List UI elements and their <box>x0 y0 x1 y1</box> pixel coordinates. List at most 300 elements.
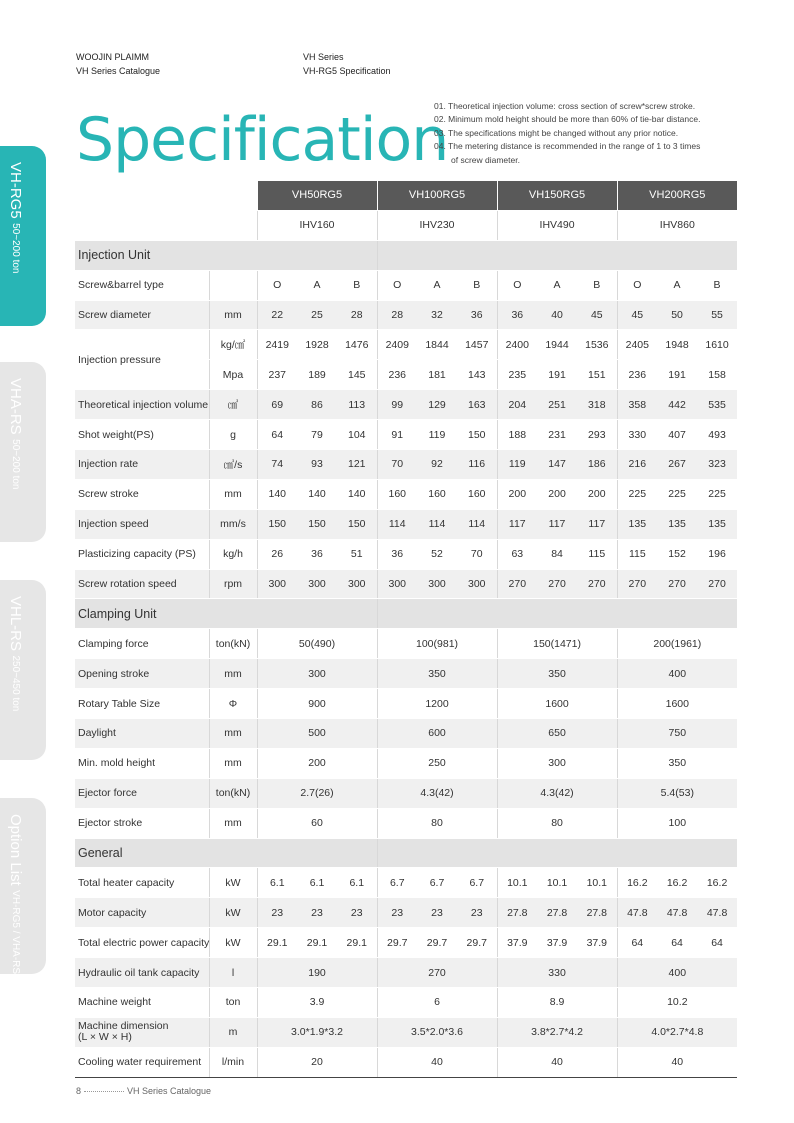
injection-unit-code: IHV160 <box>257 210 377 240</box>
row-value: 196 <box>697 539 737 569</box>
row-value: B <box>577 270 617 300</box>
row-value: 26 <box>257 539 297 569</box>
spec-row <box>75 569 737 599</box>
row-label-text: Min. mold height <box>78 757 156 770</box>
row-value: 5.4(53) <box>617 778 737 808</box>
row-label-text: Ejector stroke <box>78 817 143 830</box>
row-value: O <box>617 270 657 300</box>
row-unit: kW <box>209 868 257 898</box>
row-value: 23 <box>457 898 497 928</box>
row-value: 6.7 <box>417 868 457 898</box>
row-value: 3.5*2.0*3.6 <box>377 1017 497 1047</box>
row-label-text: Opening stroke <box>78 667 150 680</box>
row-value: 40 <box>537 300 577 330</box>
row-value: 74 <box>257 450 297 480</box>
row-value: 300 <box>257 569 297 599</box>
row-unit: rpm <box>209 569 257 599</box>
side-tab-vhl-rs[interactable] <box>0 580 46 760</box>
row-label: Screw stroke <box>75 479 209 509</box>
row-label: Screw diameter <box>75 300 209 330</box>
row-label: Total electric power capacity <box>75 928 209 958</box>
side-tab-sub: 50~200 ton <box>10 223 21 274</box>
injection-unit-code: IHV230 <box>377 210 497 240</box>
row-unit: mm/s <box>209 509 257 539</box>
row-value: 225 <box>617 479 657 509</box>
row-value: 200(1961) <box>617 629 737 659</box>
row-value: 28 <box>377 300 417 330</box>
row-value: 270 <box>537 569 577 599</box>
row-value: 64 <box>617 928 657 958</box>
row-label: Screw rotation speed <box>75 569 209 599</box>
row-value: 3.0*1.9*3.2 <box>257 1017 377 1047</box>
row-value: 323 <box>697 450 737 480</box>
row-value: 114 <box>457 509 497 539</box>
row-value: 6 <box>377 988 497 1018</box>
row-value: 115 <box>577 539 617 569</box>
spec-row <box>75 928 737 958</box>
row-value: 4.3(42) <box>377 778 497 808</box>
header-blank <box>75 181 257 210</box>
row-value: 93 <box>297 450 337 480</box>
row-value: 6.7 <box>457 868 497 898</box>
row-value: 116 <box>457 450 497 480</box>
spec-row <box>75 450 737 480</box>
row-value: 23 <box>377 898 417 928</box>
row-value: 181 <box>417 360 457 390</box>
row-value: B <box>697 270 737 300</box>
side-tab-title: VH-RG5 <box>7 162 24 219</box>
row-value: 216 <box>617 450 657 480</box>
row-value: 20 <box>257 1047 377 1077</box>
injection-unit-code: IHV860 <box>617 210 737 240</box>
row-value: 1610 <box>697 330 737 360</box>
row-label: Total heater capacity <box>75 868 209 898</box>
row-label: Motor capacity <box>75 898 209 928</box>
note-1: 01. Theoretical injection volume: cross section of screw*screw stroke. <box>434 101 696 111</box>
row-value: 86 <box>297 390 337 420</box>
row-value: 1944 <box>537 330 577 360</box>
spec-row <box>75 509 737 539</box>
row-label <box>75 1017 209 1047</box>
row-value: 10.2 <box>617 988 737 1018</box>
row-value: 40 <box>377 1047 497 1077</box>
row-value: 92 <box>417 450 457 480</box>
row-value: 119 <box>417 420 457 450</box>
row-label <box>75 748 209 778</box>
row-value: 79 <box>297 420 337 450</box>
row-value: 100 <box>617 808 737 838</box>
row-value: 99 <box>377 390 417 420</box>
row-label-text: Clamping force <box>78 637 149 650</box>
row-value: 160 <box>417 479 457 509</box>
row-label: Injection speed <box>75 509 209 539</box>
model-name: VH50RG5 <box>257 181 377 210</box>
row-label <box>75 778 209 808</box>
row-value: 231 <box>537 420 577 450</box>
row-value: 29.1 <box>297 928 337 958</box>
row-value: 270 <box>577 569 617 599</box>
row-label <box>75 689 209 719</box>
row-value: 64 <box>697 928 737 958</box>
header-left <box>76 50 160 78</box>
row-value: 6.1 <box>257 868 297 898</box>
row-value: 63 <box>497 539 537 569</box>
section-header <box>75 838 737 868</box>
row-value: 2.7(26) <box>257 778 377 808</box>
row-value: 163 <box>457 390 497 420</box>
row-value: 150 <box>297 509 337 539</box>
spec-row <box>75 659 737 689</box>
row-value: A <box>657 270 697 300</box>
row-value: 2409 <box>377 330 417 360</box>
row-value: 251 <box>537 390 577 420</box>
row-value: 29.7 <box>457 928 497 958</box>
spec-row <box>75 719 737 749</box>
section-fill <box>377 240 737 270</box>
row-label <box>75 719 209 749</box>
section-title: General <box>75 838 377 868</box>
row-value: 52 <box>417 539 457 569</box>
row-value: 135 <box>617 509 657 539</box>
footer-dots <box>84 1091 124 1092</box>
spec-row <box>75 988 737 1018</box>
row-value: 330 <box>617 420 657 450</box>
section-title: Clamping Unit <box>75 599 377 629</box>
row-value: 4.0*2.7*4.8 <box>617 1017 737 1047</box>
row-value: 117 <box>577 509 617 539</box>
row-value: 147 <box>537 450 577 480</box>
row-value: 70 <box>377 450 417 480</box>
row-value: 114 <box>417 509 457 539</box>
row-label <box>75 808 209 838</box>
spec-row <box>75 270 737 300</box>
row-value: 270 <box>497 569 537 599</box>
row-value: 2419 <box>257 330 297 360</box>
row-value: 200 <box>577 479 617 509</box>
row-value: 36 <box>497 300 537 330</box>
row-value: 36 <box>457 300 497 330</box>
row-unit: ton <box>209 988 257 1018</box>
row-value: 36 <box>377 539 417 569</box>
row-value: 350 <box>617 748 737 778</box>
spec-row <box>75 778 737 808</box>
row-value: O <box>257 270 297 300</box>
row-value: 36 <box>297 539 337 569</box>
row-value: 400 <box>617 958 737 988</box>
row-value: 91 <box>377 420 417 450</box>
row-value: 80 <box>377 808 497 838</box>
row-unit: g <box>209 420 257 450</box>
injection-unit-code: IHV490 <box>497 210 617 240</box>
row-value: 23 <box>297 898 337 928</box>
row-value: 8.9 <box>497 988 617 1018</box>
row-value: 237 <box>257 360 297 390</box>
row-value: 270 <box>377 958 497 988</box>
row-value: 37.9 <box>577 928 617 958</box>
side-tab-sub: 250~450 ton <box>10 655 21 712</box>
row-value: 407 <box>657 420 697 450</box>
row-value: 189 <box>297 360 337 390</box>
row-value: 64 <box>657 928 697 958</box>
row-value: B <box>457 270 497 300</box>
row-value: 225 <box>697 479 737 509</box>
row-value: 270 <box>617 569 657 599</box>
page-title: Specification <box>76 105 449 175</box>
spec-row <box>75 958 737 988</box>
row-value: 119 <box>497 450 537 480</box>
row-value: 236 <box>617 360 657 390</box>
row-value: 140 <box>257 479 297 509</box>
spec-row <box>75 868 737 898</box>
section-header <box>75 599 737 629</box>
row-value: 27.8 <box>497 898 537 928</box>
row-value: 1928 <box>297 330 337 360</box>
row-value: 135 <box>657 509 697 539</box>
row-value: 300 <box>497 748 617 778</box>
row-label: Theoretical injection volume <box>75 390 209 420</box>
spec-row <box>75 479 737 509</box>
row-value: 22 <box>257 300 297 330</box>
row-unit: kg/h <box>209 539 257 569</box>
row-value: 6.1 <box>337 868 377 898</box>
row-label-text: Machine dimension <box>78 1020 169 1033</box>
row-value: 190 <box>257 958 377 988</box>
footer-text: VH Series Catalogue <box>127 1086 212 1096</box>
row-value: 186 <box>577 450 617 480</box>
row-value: 27.8 <box>537 898 577 928</box>
row-value: 32 <box>417 300 457 330</box>
section-fill <box>377 599 737 629</box>
row-label <box>75 1047 209 1077</box>
spec-row <box>75 390 737 420</box>
row-value: 150(1471) <box>497 629 617 659</box>
row-value: 293 <box>577 420 617 450</box>
row-value: 6.1 <box>297 868 337 898</box>
row-value: 50(490) <box>257 629 377 659</box>
row-value: 23 <box>337 898 377 928</box>
row-value: 29.1 <box>337 928 377 958</box>
row-value: 442 <box>657 390 697 420</box>
row-value: 400 <box>617 659 737 689</box>
spec-row <box>75 689 737 719</box>
section-title: Injection Unit <box>75 240 377 270</box>
row-unit: ㎤/s <box>209 450 257 480</box>
row-unit: mm <box>209 659 257 689</box>
row-value: 80 <box>497 808 617 838</box>
code-header-row <box>75 210 737 240</box>
row-value: 40 <box>617 1047 737 1077</box>
section-fill <box>377 838 737 868</box>
row-value: A <box>417 270 457 300</box>
row-value: 45 <box>617 300 657 330</box>
row-label <box>75 988 209 1018</box>
row-value: 140 <box>337 479 377 509</box>
row-value: 2400 <box>497 330 537 360</box>
row-value: 37.9 <box>497 928 537 958</box>
side-tab-option-list[interactable] <box>0 798 46 1020</box>
row-unit: l/min <box>209 1047 257 1077</box>
row-value: 300 <box>417 569 457 599</box>
row-value: 1200 <box>377 689 497 719</box>
row-value: 29.1 <box>257 928 297 958</box>
row-value: 100(981) <box>377 629 497 659</box>
row-value: 150 <box>257 509 297 539</box>
row-unit: kg/㎠ <box>209 330 257 360</box>
row-value: 10.1 <box>497 868 537 898</box>
row-value: 267 <box>657 450 697 480</box>
side-tab-title: VHL-RS <box>7 596 24 652</box>
row-value: 300 <box>377 569 417 599</box>
row-value: 160 <box>457 479 497 509</box>
row-value: 60 <box>257 808 377 838</box>
row-value: 37.9 <box>537 928 577 958</box>
row-value: 300 <box>457 569 497 599</box>
row-value: 300 <box>257 659 377 689</box>
header-right <box>303 50 391 78</box>
row-value: 114 <box>377 509 417 539</box>
row-value: 200 <box>497 479 537 509</box>
row-value: 25 <box>297 300 337 330</box>
spec-row <box>75 300 737 330</box>
row-unit: kW <box>209 898 257 928</box>
section-name: VH-RG5 Specification <box>303 66 391 76</box>
row-value: 900 <box>257 689 377 719</box>
row-value: 151 <box>577 360 617 390</box>
row-value: 45 <box>577 300 617 330</box>
company-name: WOOJIN PLAIMM <box>76 52 150 62</box>
row-value: 1948 <box>657 330 697 360</box>
row-value: 2405 <box>617 330 657 360</box>
row-value: 1476 <box>337 330 377 360</box>
row-value: 27.8 <box>577 898 617 928</box>
note-3: 03. The specifications might be changed without any prior notice. <box>434 127 679 138</box>
row-value: 117 <box>497 509 537 539</box>
row-label <box>75 629 209 659</box>
row-value: 150 <box>457 420 497 450</box>
row-label: Injection rate <box>75 450 209 480</box>
row-value: 29.7 <box>417 928 457 958</box>
row-unit: l <box>209 958 257 988</box>
side-tab-sub: VH-RG5 / VHA-RS / VHL-RS <box>10 890 21 1020</box>
header-blank <box>75 210 257 240</box>
row-value: 191 <box>537 360 577 390</box>
row-value: 23 <box>417 898 457 928</box>
row-value: 3.9 <box>257 988 377 1018</box>
row-value: 200 <box>257 748 377 778</box>
row-value: 47.8 <box>657 898 697 928</box>
row-value: 50 <box>657 300 697 330</box>
row-label: Screw&barrel type <box>75 270 209 300</box>
spec-row <box>75 420 737 450</box>
spec-row <box>75 898 737 928</box>
row-label-text: Rotary Table Size <box>78 697 161 710</box>
row-value: 145 <box>337 360 377 390</box>
row-unit: Φ <box>209 689 257 719</box>
row-value: 69 <box>257 390 297 420</box>
row-value: 3.8*2.7*4.2 <box>497 1017 617 1047</box>
note-2: 02. Minimum mold height should be more than 60% of tie-bar distance. <box>434 114 701 125</box>
row-value: 300 <box>337 569 377 599</box>
row-value: 47.8 <box>617 898 657 928</box>
row-value: 29.7 <box>377 928 417 958</box>
row-value: 1536 <box>577 330 617 360</box>
row-value: 16.2 <box>617 868 657 898</box>
row-unit: kW <box>209 928 257 958</box>
row-value: 16.2 <box>697 868 737 898</box>
row-value: 493 <box>697 420 737 450</box>
row-value: 135 <box>697 509 737 539</box>
model-name: VH100RG5 <box>377 181 497 210</box>
row-unit: mm <box>209 748 257 778</box>
row-value: O <box>377 270 417 300</box>
row-unit: mm <box>209 808 257 838</box>
side-tab-vh-rg5[interactable] <box>0 146 46 326</box>
row-value: 750 <box>617 719 737 749</box>
row-value: O <box>497 270 537 300</box>
row-value: A <box>297 270 337 300</box>
row-unit: ㎤ <box>209 390 257 420</box>
row-value: 113 <box>337 390 377 420</box>
row-value: A <box>537 270 577 300</box>
row-value: 23 <box>257 898 297 928</box>
row-value: 158 <box>697 360 737 390</box>
note-4-cont: of screw diameter. <box>451 154 520 165</box>
row-value: 150 <box>337 509 377 539</box>
row-value: 115 <box>617 539 657 569</box>
row-value: 160 <box>377 479 417 509</box>
row-value: 51 <box>337 539 377 569</box>
row-unit: mm <box>209 300 257 330</box>
spec-row <box>75 808 737 838</box>
row-unit: mm <box>209 479 257 509</box>
row-value: 204 <box>497 390 537 420</box>
spec-row <box>75 629 737 659</box>
row-value: 6.7 <box>377 868 417 898</box>
row-value: 350 <box>497 659 617 689</box>
row-value: 1457 <box>457 330 497 360</box>
row-value: 28 <box>337 300 377 330</box>
row-label-text: Ejector force <box>78 787 137 800</box>
row-value: 600 <box>377 719 497 749</box>
row-value: 64 <box>257 420 297 450</box>
row-label-text-2: (L × W × H) <box>78 1031 132 1044</box>
row-value: 250 <box>377 748 497 778</box>
row-value: 121 <box>337 450 377 480</box>
row-unit: Mpa <box>209 360 257 390</box>
note-4: 04. The metering distance is recommended in the range of 1 to 3 times <box>434 141 701 152</box>
row-value: 140 <box>297 479 337 509</box>
row-label: Plasticizing capacity (PS) <box>75 539 209 569</box>
spec-row <box>75 748 737 778</box>
row-label: Shot weight(PS) <box>75 420 209 450</box>
spec-row <box>75 539 737 569</box>
row-value: 10.1 <box>537 868 577 898</box>
row-label-text: Machine weight <box>78 996 151 1009</box>
row-value: 47.8 <box>697 898 737 928</box>
row-value: 129 <box>417 390 457 420</box>
row-value: 350 <box>377 659 497 689</box>
side-tab-vha-rs[interactable] <box>0 362 46 542</box>
row-value: 40 <box>497 1047 617 1077</box>
row-value: 152 <box>657 539 697 569</box>
row-value: 55 <box>697 300 737 330</box>
row-value: 330 <box>497 958 617 988</box>
row-value: 318 <box>577 390 617 420</box>
row-value: 1844 <box>417 330 457 360</box>
catalogue-name: VH Series Catalogue <box>76 66 161 76</box>
series-name: VH Series <box>303 52 344 62</box>
row-label-text: Daylight <box>78 727 116 740</box>
